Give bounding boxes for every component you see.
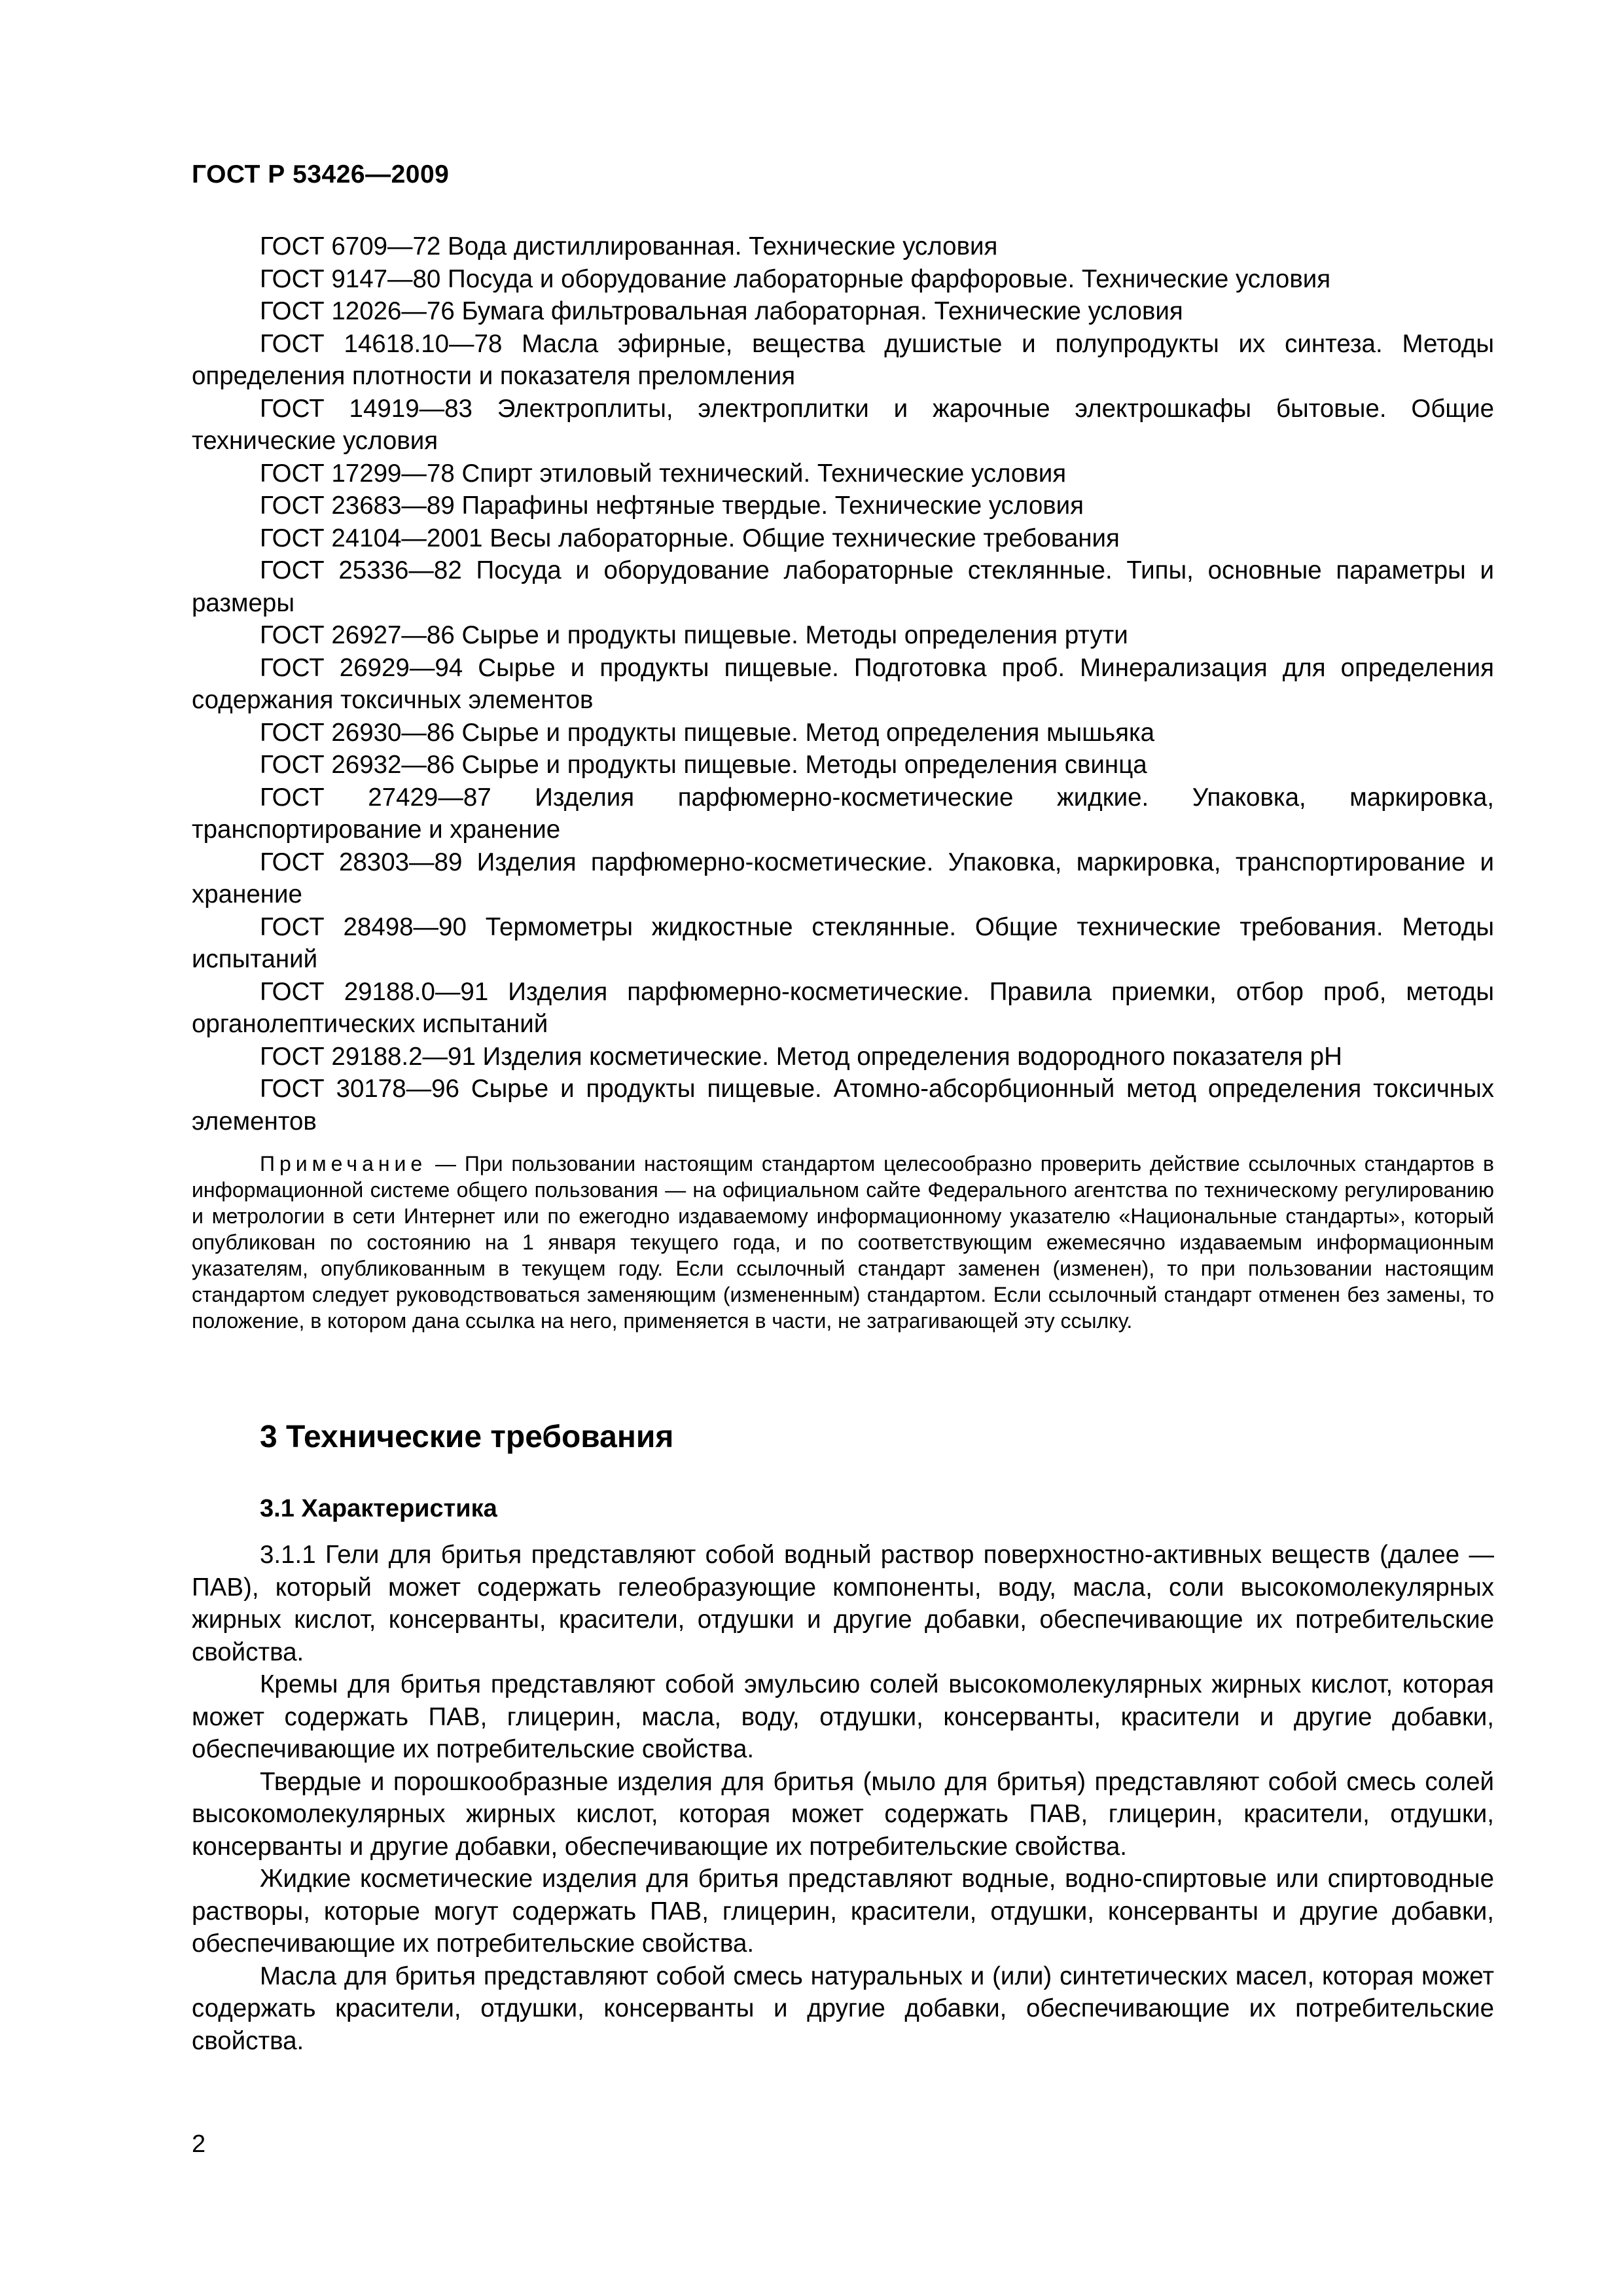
body-paragraph: Масла для бритья представляют собой смесь натуральных и (или) синтетических масел, которая может содержать красители, отдушки, консерванты и другие добавки, обеспечивающие их потребительские свойства. [192,1962,1494,2055]
body-paragraph: Твердые и порошкообразные изделия для бритья (мыло для бритья) представляют собой смесь солей высокомолекулярных жирных кислот, которая может содержать ПАВ, глицерин, красители, отдушки, консерванты и другие добавки, обеспечивающие их потребительские свойства. [192,1767,1494,1861]
reference-item: ГОСТ 30178—96 Сырье и продукты пищевые. Атомно-абсорбционный метод определения токсичных элементов [192,1075,1494,1136]
note-paragraph [192,1151,1494,1334]
body-paragraph: Жидкие косметические изделия для бритья представляют водные, водно-спиртовые или спиртоводные растворы, которые могут содержать ПАВ, глицерин, красители, отдушки, консерванты и другие добавки, обеспечивающие их потребительские свойства. [192,1865,1494,1958]
reference-item: ГОСТ 23683—89 Парафины нефтяные твердые. Технические условия [260,492,1084,520]
note-label: Примечание [260,1152,427,1175]
note-text: — При пользовании настоящим стандартом целесообразно проверить действие ссылочных стандартов в информационной системе общего пользования — на официальном сайте Федерального агентства по техническому регулированию и метрологии в сети Интернет или по ежегодно издаваемому информационному указателю «Национальные стандарты», который опубликован по состоянию на 1 января текущего года, и по соответствующим ежемесячно издаваемым информационным указателям, опубликованным в текущем году. Если ссылочный стандарт заменен (изменен), то при пользовании настоящим стандартом следует руководствоваться заменяющим (измененным) стандартом. Если ссылочный стандарт отменен без замены, то положение, в котором дана ссылка на него, применяется в части, не затрагивающей эту ссылку. [192,1152,1494,1333]
reference-item: ГОСТ 12026—76 Бумага фильтровальная лабораторная. Технические условия [260,297,1183,325]
section-body [192,1539,1494,2057]
note-block [192,1151,1494,1334]
reference-item: ГОСТ 29188.2—91 Изделия косметические. Метод определения водородного показателя pH [260,1042,1342,1071]
reference-item: ГОСТ 17299—78 Спирт этиловый технический. Технические условия [260,459,1067,488]
reference-item: ГОСТ 26930—86 Сырье и продукты пищевые. Метод определения мышьяка [260,718,1155,747]
reference-item: ГОСТ 6709—72 Вода дистиллированная. Технические условия [260,232,998,260]
body-paragraph: 3.1.1 Гели для бритья представляют собой водный раствор поверхностно-активных веществ (далее — ПАВ), который может содержать гелеобразующие компоненты, воду, масла, соли высокомолекулярных жирных кислот, консерванты, красители, отдушки и другие добавки, обеспечивающие их потребительские свойства. [192,1541,1494,1666]
reference-item: ГОСТ 28498—90 Термометры жидкостные стеклянные. Общие технические требования. Методы испытаний [192,912,1494,973]
page-number: 2 [192,2130,206,2158]
reference-item: ГОСТ 14919—83 Электроплиты, электроплитки и жарочные электрошкафы бытовые. Общие технические условия [192,394,1494,455]
reference-item: ГОСТ 27429—87 Изделия парфюмерно-косметические жидкие. Упаковка, маркировка, транспортирование и хранение [192,783,1494,844]
reference-item: ГОСТ 14618.10—78 Масла эфирные, вещества душистые и полупродукты их синтеза. Методы определения плотности и показателя преломления [192,329,1494,390]
reference-item: ГОСТ 29188.0—91 Изделия парфюмерно-косметические. Правила приемки, отбор проб, методы органолептических испытаний [192,977,1494,1038]
reference-item: ГОСТ 26927—86 Сырье и продукты пищевые. Методы определения ртути [260,621,1128,649]
subsection-heading: 3.1 Характеристика [260,1495,497,1522]
reference-item: ГОСТ 26932—86 Сырье и продукты пищевые. Методы определения свинца [260,751,1147,779]
reference-item: ГОСТ 26929—94 Сырье и продукты пищевые. Подготовка проб. Минерализация для определения содержания токсичных элементов [192,653,1494,714]
body-paragraph: Кремы для бритья представляют собой эмульсию солей высокомолекулярных жирных кислот, которая может содержать ПАВ, глицерин, масла, воду, отдушки, консерванты, красители и другие добавки, обеспечивающие их потребительские свойства. [192,1670,1494,1763]
reference-item: ГОСТ 9147—80 Посуда и оборудование лабораторные фарфоровые. Технические условия [260,264,1331,293]
normative-references-list [192,230,1494,1138]
section-heading: 3 Технические требования [260,1420,674,1454]
reference-item: ГОСТ 25336—82 Посуда и оборудование лабораторные стеклянные. Типы, основные параметры и размеры [192,556,1494,617]
document-header: ГОСТ Р 53426—2009 [192,160,450,188]
reference-item: ГОСТ 28303—89 Изделия парфюмерно-косметические. Упаковка, маркировка, транспортирование и хранение [192,848,1494,908]
reference-item: ГОСТ 24104—2001 Весы лабораторные. Общие технические требования [260,524,1120,552]
